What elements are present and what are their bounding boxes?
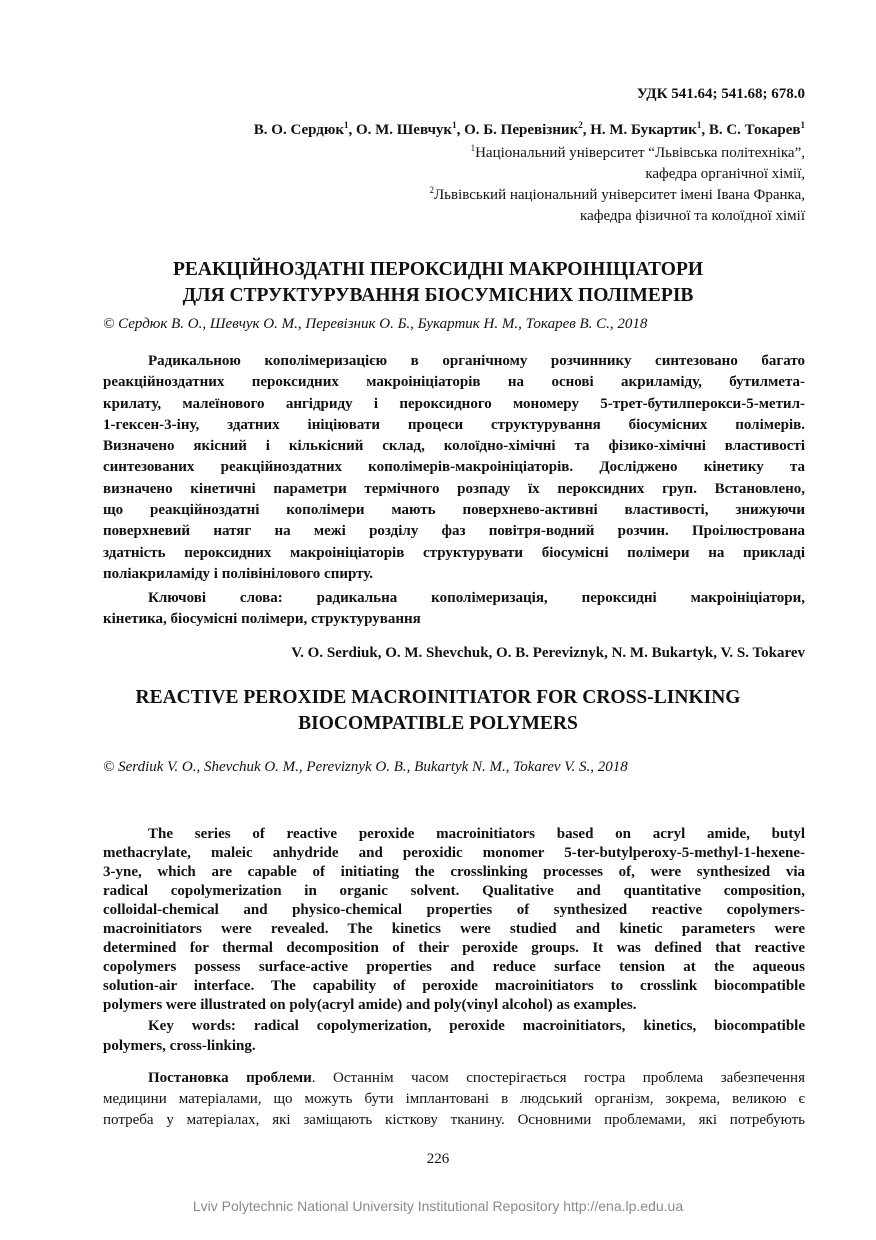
affiliation bbox=[430, 185, 806, 206]
author: В. О. Сердюк bbox=[253, 122, 344, 138]
text-line: що реакційноздатні кополімери мають поверхнево-активні властивості, знижуючи bbox=[103, 502, 805, 519]
author-sup: 1 bbox=[800, 120, 805, 130]
section-heading: Постановка проблеми bbox=[148, 1070, 312, 1086]
body-line-text: . Останнім часом спостерігається гостра проблема забезпечення bbox=[311, 1070, 805, 1086]
text-line: solution-air interface. The capability of peroxide macroinitiators to crosslink biocompatible bbox=[103, 978, 805, 994]
text-line: polymers, cross-linking. bbox=[103, 1038, 256, 1054]
title-line: REACTIVE PEROXIDE MACROINITIATOR FOR CROSS-LINKING bbox=[135, 687, 741, 708]
title-line: РЕАКЦІЙНОЗДАТНІ ПЕРОКСИДНІ МАКРОІНІЦІАТОРИ bbox=[172, 259, 704, 280]
affiliation bbox=[430, 206, 806, 227]
copyright-en: © Serdiuk V. O., Shevchuk O. M., Pereviznyk O. B., Bukartyk N. M., Tokarev V. S., 2018 bbox=[103, 759, 628, 775]
author: Н. М. Букартик bbox=[590, 122, 697, 138]
authors-ua: В. О. Сердюк$^1$, О. М. Шевчук$^1$, О. Б. Перевізник$^2$, Н. М. Букартик$^1$, В. С. Токарев$^1$ bbox=[253, 120, 805, 138]
text-line: кінетика, біосумісні полімери, структурування bbox=[103, 611, 421, 628]
affiliation-text: кафедра органічної хімії, bbox=[645, 166, 805, 182]
abstract-en bbox=[103, 825, 805, 1015]
affiliation-sup: 1 bbox=[470, 143, 476, 153]
text-line: синтезованих реакційноздатних кополімерів-макроініціаторів. Досліджено кінетику та bbox=[103, 459, 805, 476]
text-line: The series of reactive peroxide macroinitiators based on acryl amide, butyl bbox=[148, 826, 805, 842]
text-line: реакційноздатних пероксидних макроініціаторів на основі акриламіду, бутилмета- bbox=[103, 374, 805, 391]
text-line: крилату, малеїнового ангідриду і пероксидного мономеру 5-трет-бутилперокси-5-метил- bbox=[103, 395, 805, 412]
text-line: Ключові слова: радикальна кополімеризація, пероксидні макроініціатори, bbox=[148, 590, 805, 606]
keywords-ua bbox=[103, 588, 805, 631]
copyright-ua: © Сердюк В. О., Шевчук О. М., Перевізник О. Б., Букартик Н. М., Токарев В. С., 2018 bbox=[103, 316, 648, 332]
text-line: 3-yne, which are capable of initiating the crosslinking processes of, were synthesized via bbox=[103, 864, 805, 880]
affiliation-sup: 2 bbox=[429, 185, 434, 195]
author: В. С. Токарев bbox=[708, 122, 801, 138]
author-sup: 1 bbox=[452, 120, 457, 130]
body-line: потреба у матеріалах, які заміщають кісткову тканину. Основними проблемами, які потребують bbox=[103, 1112, 805, 1128]
text-line: поверхневий натяг на межі розділу фаз повітря-водний розчин. Проілюстрована bbox=[103, 523, 805, 540]
text-line: determined for thermal decomposition of their peroxide groups. It was defined that reactive bbox=[103, 940, 805, 956]
page-number: 226 bbox=[426, 1151, 450, 1167]
affiliation-text: Львівський національний університет імені Івана Франка, bbox=[434, 187, 805, 203]
body-line bbox=[103, 1068, 805, 1089]
author-sup: 2 bbox=[578, 120, 583, 130]
body-line: медицини матеріалами, що можуть бути імплантовані в людський організм, зокрема, великою є bbox=[103, 1091, 805, 1107]
author: О. Б. Перевізник bbox=[464, 122, 579, 138]
affiliation-text: кафедра фізичної та колоїдної хімії bbox=[580, 208, 805, 224]
text-line: Визначено якісний і кількісний склад, колоїдно-хімічні та фізико-хімічні властивості bbox=[103, 438, 805, 455]
author: О. М. Шевчук bbox=[355, 122, 453, 138]
title-line: ДЛЯ СТРУКТУРУВАННЯ БІОСУМІСНИХ ПОЛІМЕРІВ bbox=[182, 285, 694, 306]
affiliations bbox=[430, 143, 806, 227]
text-line: colloidal-chemical and physico-chemical properties of synthesized reactive copolymers- bbox=[103, 902, 805, 918]
text-line: здатність пероксидних макроініціаторів структурувати біосумісні полімери на прикладі bbox=[103, 544, 805, 561]
affiliation bbox=[430, 164, 806, 185]
text-line: methacrylate, maleic anhydride and peroxidic monomer 5-ter-butylperoxy-5-methyl-1-hexene- bbox=[103, 845, 805, 861]
text-line: radical copolymerization in organic solvent. Qualitative and quantitative composition, bbox=[103, 883, 805, 899]
text-line: 1-гексен-3-іну, здатних ініціювати процеси структурування біосумісних полімерів. bbox=[103, 416, 805, 433]
author-sup: 1 bbox=[343, 120, 349, 130]
udc-code: УДК 541.64; 541.68; 678.0 bbox=[636, 86, 805, 102]
abstract-ua bbox=[103, 351, 805, 585]
affiliation bbox=[430, 143, 806, 164]
text-line: macroinitiators were revealed. The kinetics were studied and kinetic parameters were bbox=[103, 921, 805, 937]
title-en bbox=[0, 685, 876, 737]
text-line: визначено кінетичні параметри термічного розпаду їх пероксидних груп. Встановлено, bbox=[103, 480, 805, 497]
authors-en: V. O. Serdiuk, O. M. Shevchuk, O. B. Pereviznyk, N. M. Bukartyk, V. S. Tokarev bbox=[291, 645, 805, 661]
text-line: Радикальною кополімеризацією в органічному розчиннику синтезовано багато bbox=[148, 353, 805, 369]
body-text bbox=[103, 1068, 805, 1131]
text-line: поліакриламіду і полівінілового спирту. bbox=[103, 565, 374, 582]
text-line: Key words: radical copolymerization, peroxide macroinitiators, kinetics, biocompatible bbox=[148, 1018, 805, 1034]
text-line: copolymers possess surface-active properties and reduce surface tension at the aqueous bbox=[103, 959, 805, 975]
repository-footer: Lviv Polytechnic National University Institutional Repository http://ena.lp.edu.ua bbox=[192, 1198, 684, 1214]
text-line: polymers were illustrated on poly(acryl amide) and poly(vinyl alcohol) as examples. bbox=[103, 997, 637, 1013]
title-ua bbox=[0, 257, 876, 309]
keywords-en bbox=[103, 1016, 805, 1056]
author-sup: 1 bbox=[696, 120, 702, 130]
title-line: BIOCOMPATIBLE POLYMERS bbox=[298, 713, 578, 734]
affiliation-text: Національний університет “Львівська політехніка”, bbox=[475, 145, 805, 161]
